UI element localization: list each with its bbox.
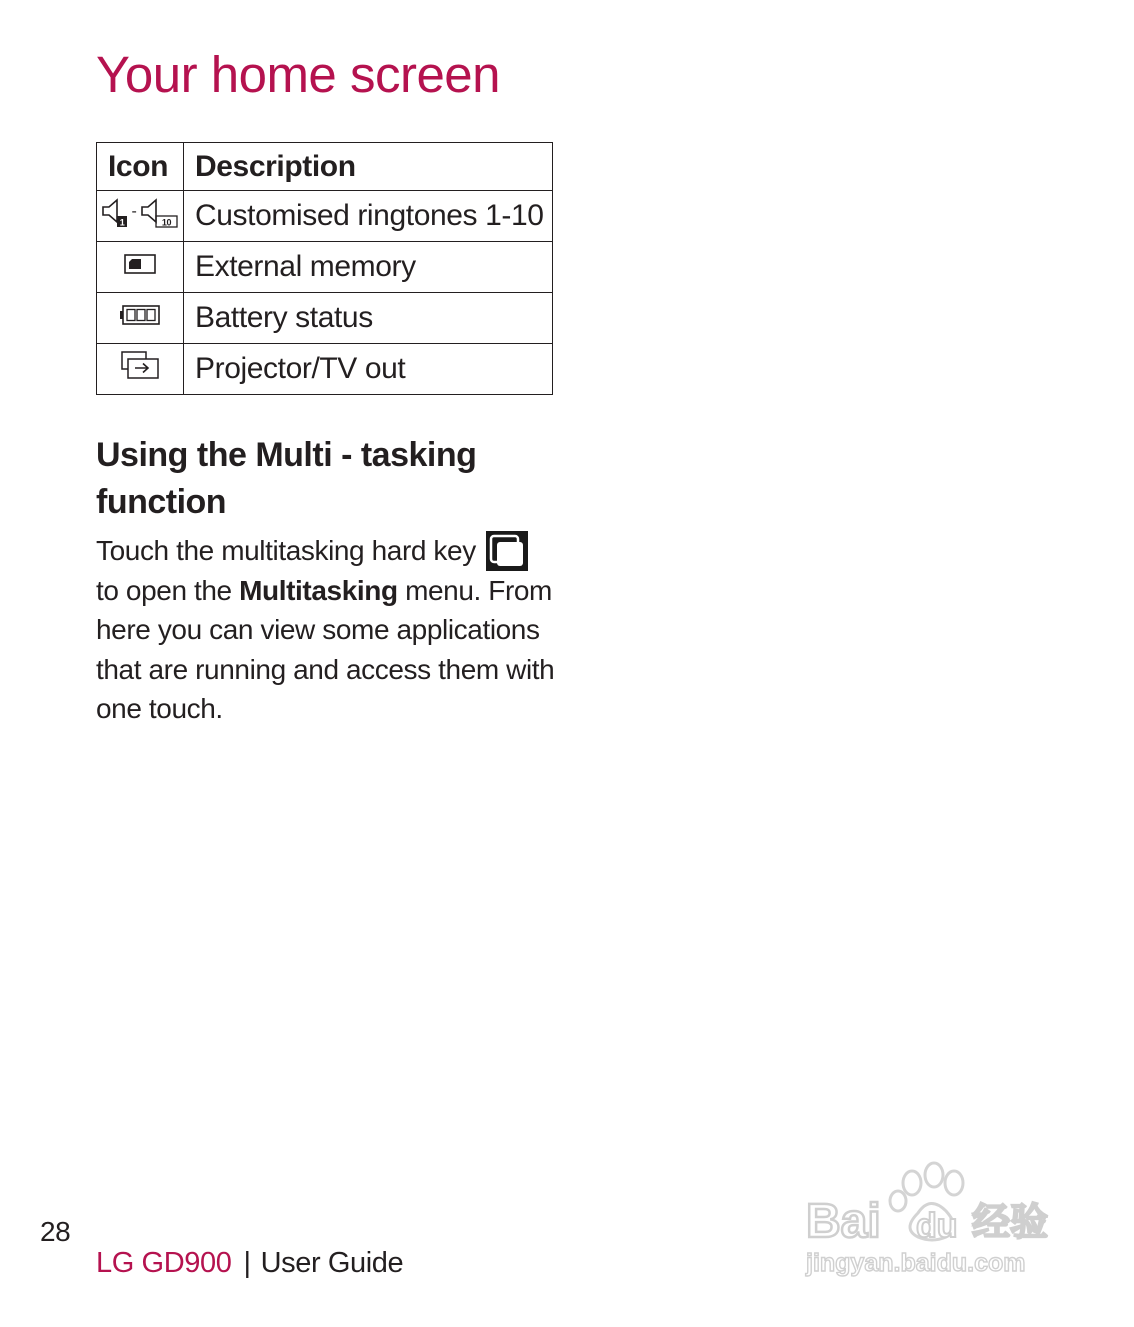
icon-cell (97, 191, 184, 242)
text-before-key: Touch the multitasking hard key (96, 535, 476, 566)
icon-table (96, 142, 553, 395)
multitasking-paragraph (96, 531, 556, 728)
baidu-watermark (800, 1155, 1070, 1285)
description-cell: Projector/TV out (184, 344, 553, 395)
table-row (97, 293, 553, 344)
icon-cell (97, 242, 184, 293)
page-title: Your home screen (96, 46, 501, 103)
description-cell: External memory (184, 242, 553, 293)
projector-tv-out-icon (120, 354, 160, 387)
footer-separator: | (243, 1247, 251, 1279)
table-header-row (97, 143, 553, 191)
icon-cell (97, 293, 184, 344)
text-open: to open the (96, 575, 232, 606)
table-row (97, 242, 553, 293)
baidu-paw-logo-icon (800, 1155, 1070, 1285)
svg-text:-: - (131, 203, 137, 220)
footer (96, 1247, 403, 1280)
section-heading: Using the Multi - tasking function (96, 436, 477, 521)
menu-name: Multitasking (239, 575, 398, 606)
footer-guide: User Guide (260, 1247, 404, 1279)
battery-status-icon (119, 301, 161, 334)
svg-text:10: 10 (161, 217, 172, 228)
svg-text:1: 1 (119, 217, 125, 228)
svg-text:jingyan.baidu.com: jingyan.baidu.com (806, 1249, 1026, 1277)
table-row (97, 344, 553, 395)
table-row (97, 191, 553, 242)
text-after: menu. From here you can view some applications that are running and access them with one touch. (96, 575, 555, 724)
icon-cell (97, 344, 184, 395)
header-icon: Icon (97, 143, 184, 191)
svg-text:du: du (916, 1207, 958, 1245)
description-cell: Customised ringtones 1-10 (184, 191, 553, 242)
multitasking-key-icon (486, 531, 528, 571)
footer-brand: LG GD900 (96, 1247, 232, 1279)
svg-text:经验: 经验 (972, 1200, 1049, 1244)
svg-text:Bai: Bai (806, 1195, 881, 1248)
header-description: Description (184, 143, 553, 191)
ringtone-1-10-icon (100, 202, 180, 235)
external-memory-icon (123, 250, 157, 283)
description-cell: Battery status (184, 293, 553, 344)
page-number: 28 (40, 1216, 71, 1247)
